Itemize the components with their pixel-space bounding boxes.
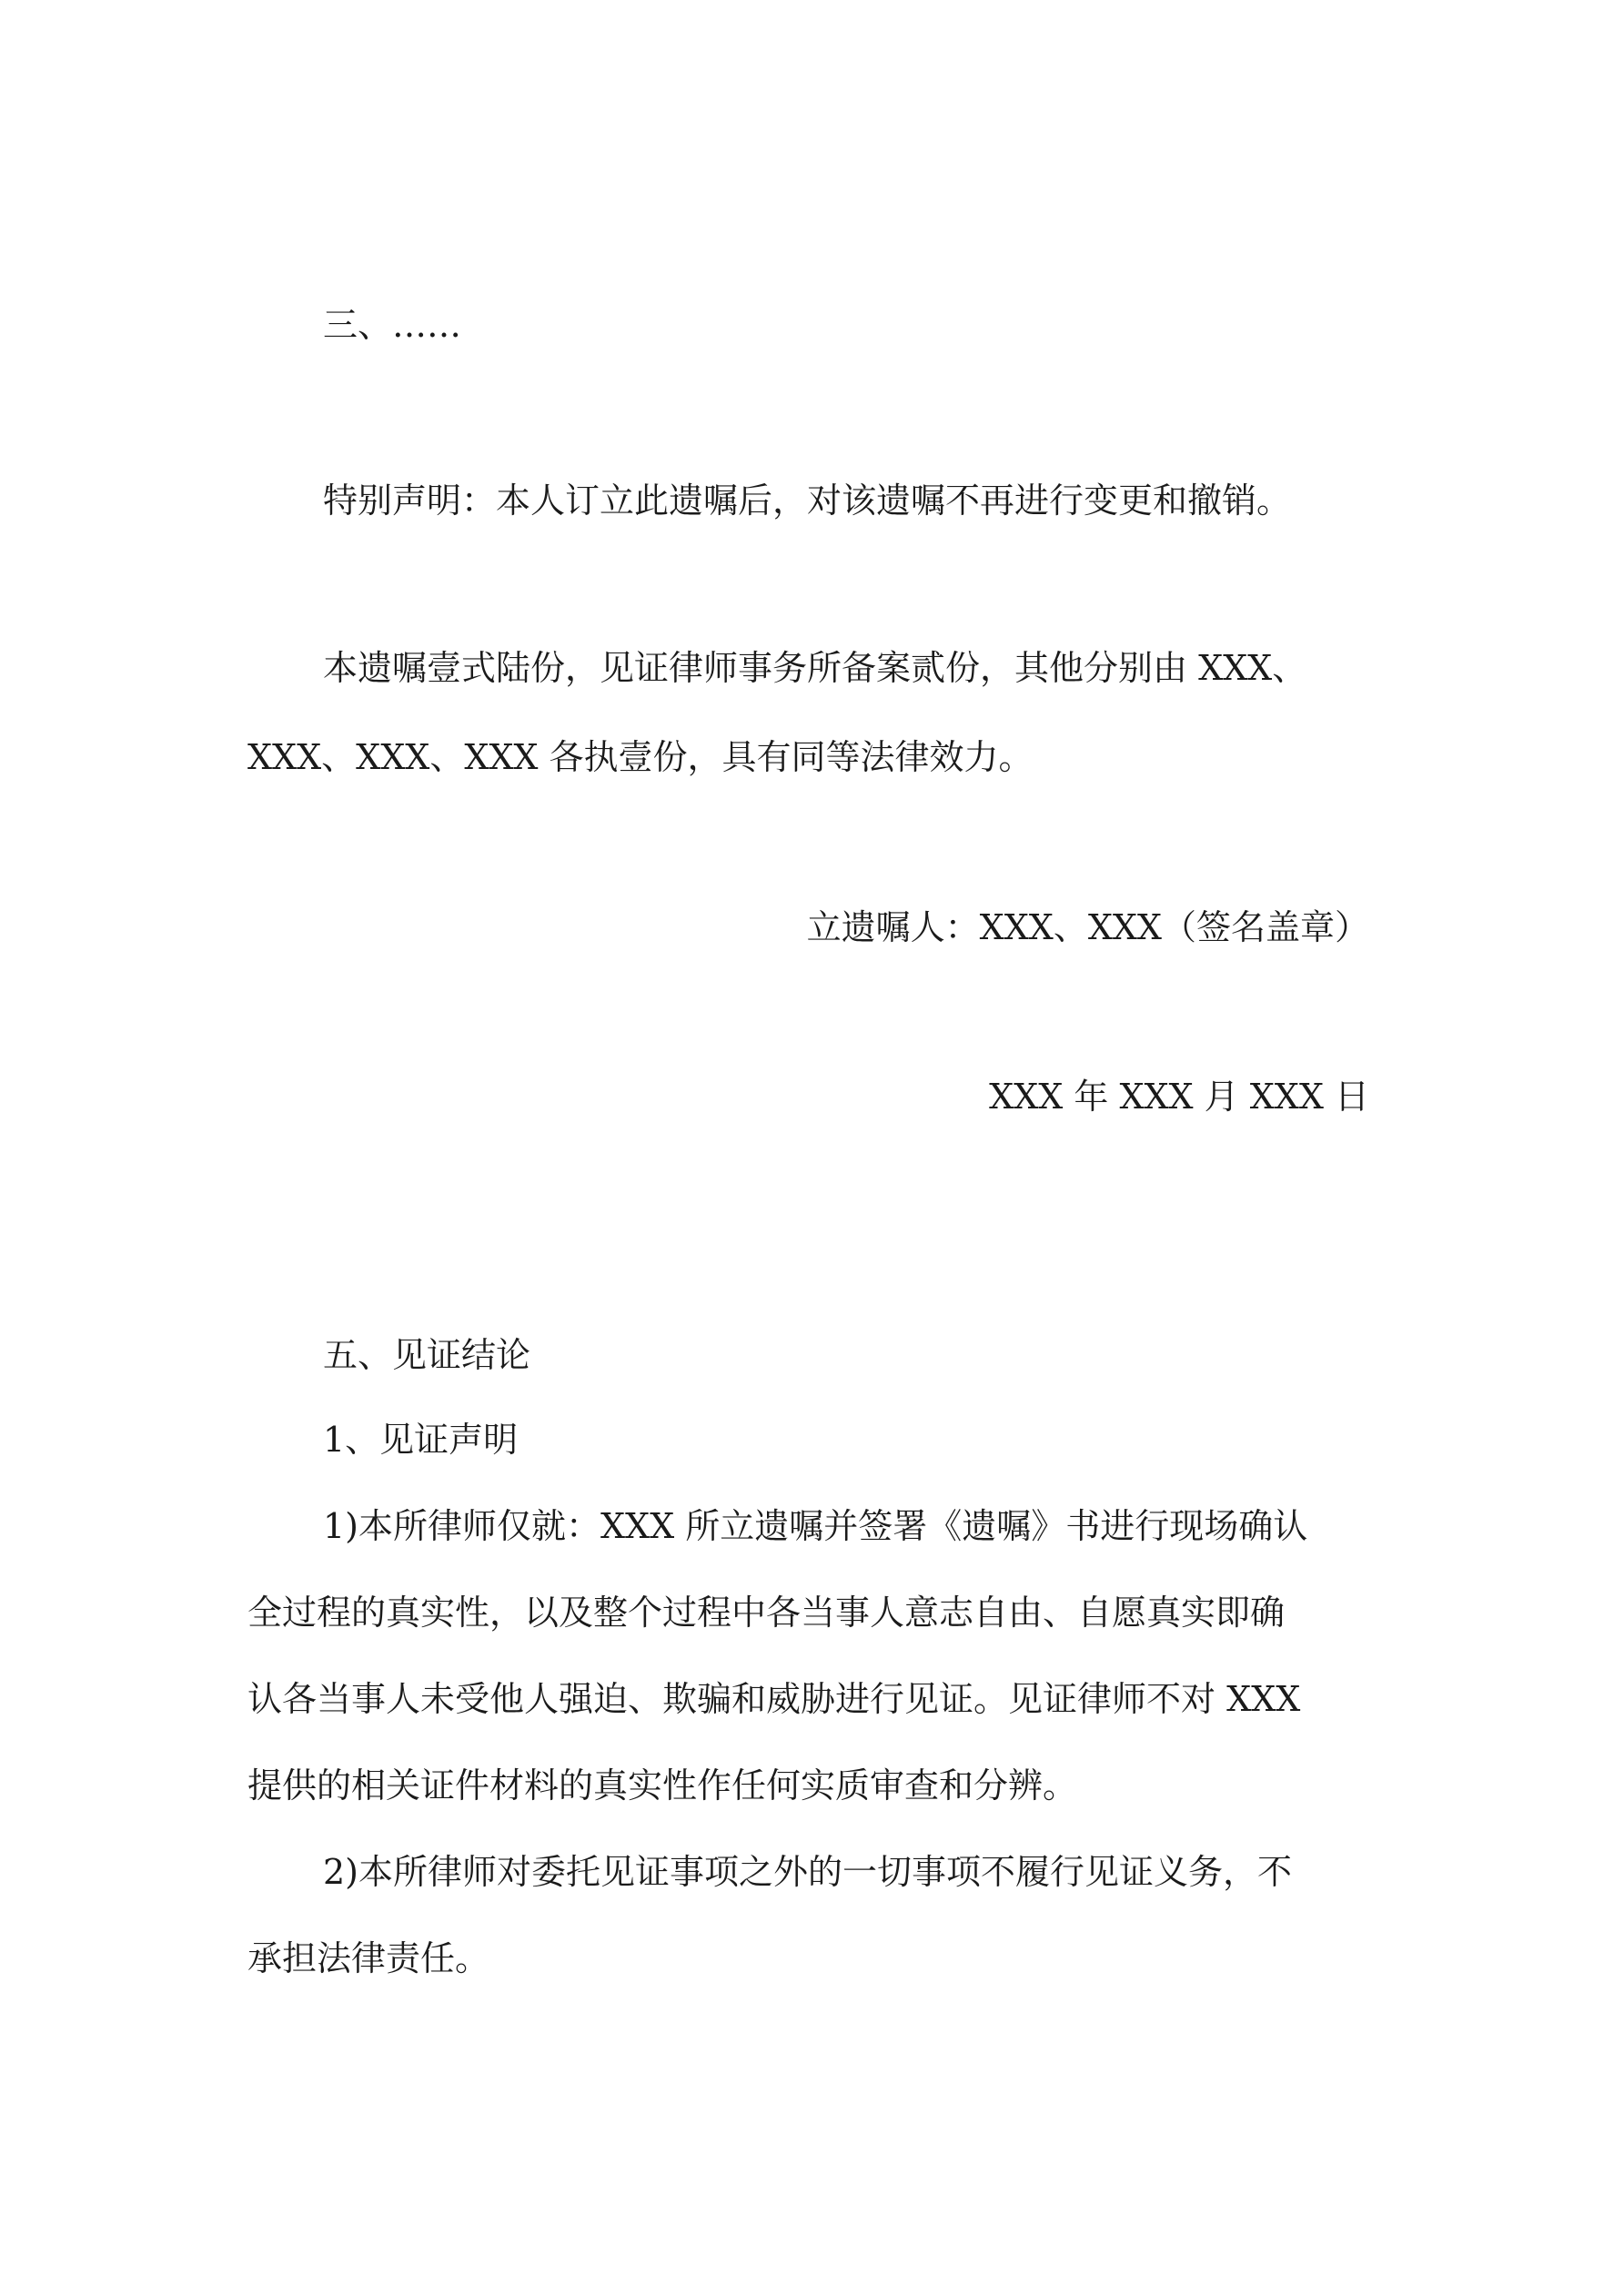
special-statement: 特别声明：本人订立此遗嘱后，对该遗嘱不再进行变更和撤销。 [323, 480, 1292, 521]
section3-heading: 三、…… [323, 305, 462, 345]
witness-item2-line-1: 2)本所律师对委托见证事项之外的一切事项不履行见证义务，不 [323, 1852, 1293, 1892]
witness-item1-line-2: 全过程的真实性，以及整个过程中各当事人意志自由、自愿真实即确 [247, 1593, 1286, 1633]
witness-item1-line-4: 提供的相关证件材料的真实性作任何实质审查和分辨。 [247, 1765, 1078, 1805]
witness-statement-heading: 1、见证声明 [323, 1420, 519, 1460]
section5-heading: 五、见证结论 [323, 1335, 531, 1375]
copies-paragraph-line-2: XXX、XXX、XXX 各执壹份，具有同等法律效力。 [247, 737, 1034, 777]
witness-item2-line-2: 承担法律责任。 [247, 1938, 490, 1978]
witness-item1-line-1: 1)本所律师仅就：XXX 所立遗嘱并签署《遗嘱》书进行现场确认 [323, 1506, 1308, 1546]
copies-paragraph-line-1: 本遗嘱壹式陆份，见证律师事务所备案贰份，其他分别由 XXX、 [323, 648, 1307, 688]
testator-signature-line: 立遗嘱人：XXX、XXX（签名盖章） [806, 907, 1369, 947]
witness-item1-line-3: 认各当事人未受他人强迫、欺骗和威胁进行见证。见证律师不对 XXX [247, 1679, 1301, 1719]
signature-date-line: XXX 年 XXX 月 XXX 日 [989, 1077, 1369, 1117]
